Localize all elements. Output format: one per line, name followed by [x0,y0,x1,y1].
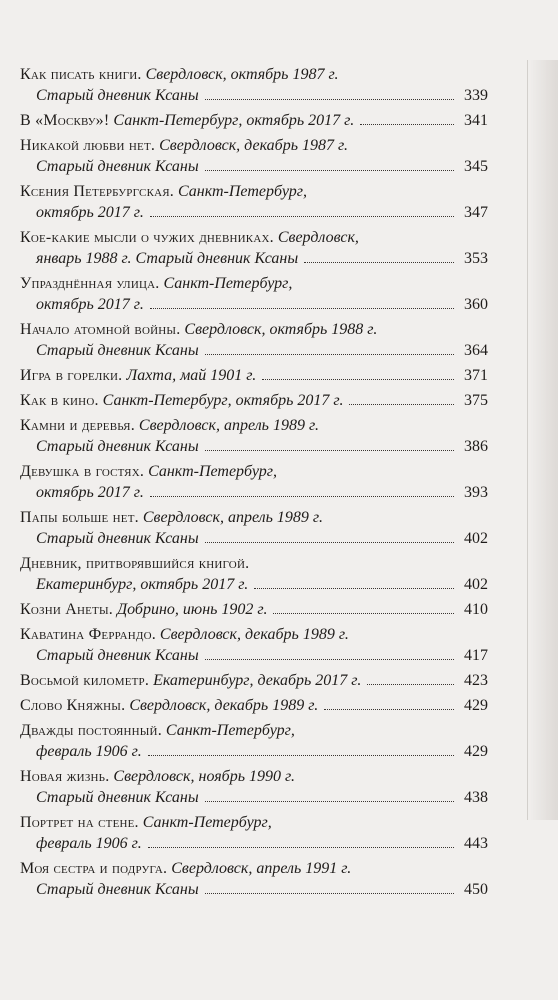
chapter-place-date: Санкт-Петербург, [165,722,295,739]
toc-entry [20,812,488,854]
toc-entry [20,110,488,131]
chapter-title: Как писать книги. [20,66,142,83]
chapter-place-date: Санкт-Петербург, [163,275,293,292]
page-number: 417 [464,647,488,664]
dot-leader [205,450,454,451]
page-number: 393 [464,484,488,501]
chapter-place-date: Свердловск, октябрь 1988 г. [184,321,378,338]
dot-leader [148,755,454,756]
chapter-subtitle: Старый дневник Ксаны [36,530,199,547]
chapter-subtitle: октябрь 2017 г. [36,484,144,501]
chapter-title: Никакой любви нет. [20,137,156,154]
chapter-place-date: Санкт-Петербург, [142,814,272,831]
chapter-title: Папы больше нет. [20,509,139,526]
chapter-title: Восьмой километр. [20,672,150,689]
page-number: 410 [464,601,488,618]
chapter-place-date: Свердловск, декабрь 1989 г. [129,697,319,714]
page-number: 345 [464,158,488,175]
chapter-subtitle: Старый дневник Ксаны [36,647,199,664]
page-number: 375 [464,392,488,409]
chapter-place-date: Санкт-Петербург, октябрь 2017 г. [113,112,355,129]
dot-leader [205,99,454,100]
chapter-place-date: Свердловск, [277,229,359,246]
toc-entry [20,670,488,691]
chapter-subtitle: Старый дневник Ксаны [36,789,199,806]
chapter-title: В «Москву»! [20,112,110,129]
page-number: 402 [464,576,488,593]
chapter-place-date: Свердловск, декабрь 1987 г. [159,137,349,154]
page-number: 423 [464,672,488,689]
chapter-title: Новая жизнь. [20,768,110,785]
chapter-subtitle: октябрь 2017 г. [36,296,144,313]
chapter-place-date: Свердловск, декабрь 1989 г. [159,626,349,643]
toc-entry [20,858,488,900]
page-number: 443 [464,835,488,852]
chapter-title: Игра в горелки. [20,367,123,384]
chapter-place-date: Свердловск, октябрь 1987 г. [145,66,339,83]
toc-entry [20,181,488,223]
dot-leader [262,379,454,380]
chapter-subtitle: февраль 1906 г. [36,743,142,760]
chapter-place-date: Свердловск, апрель 1989 г. [138,417,319,434]
toc-entry [20,553,488,595]
page-number: 438 [464,789,488,806]
dot-leader [304,262,454,263]
dot-leader [205,542,454,543]
dot-leader [148,847,454,848]
chapter-place-date: Екатеринбург, декабрь 2017 г. [153,672,362,689]
chapter-title: Начало атомной войны. [20,321,181,338]
toc-entry [20,64,488,106]
chapter-subtitle: Старый дневник Ксаны [36,342,199,359]
chapter-place-date: Санкт-Петербург, октябрь 2017 г. [102,392,344,409]
dot-leader [150,216,454,217]
dot-leader [150,496,454,497]
toc-entry [20,461,488,503]
page-number: 347 [464,204,488,221]
toc-entry [20,695,488,716]
chapter-place-date: Санкт-Петербург, [178,183,307,200]
page-number: 360 [464,296,488,313]
chapter-subtitle: февраль 1906 г. [36,835,142,852]
chapter-place-date: Свердловск, ноябрь 1990 г. [113,768,296,785]
dot-leader [150,308,454,309]
chapter-place-date: Добрино, июнь 1902 г. [116,601,268,618]
chapter-place-date: Санкт-Петербург, [148,463,278,480]
chapter-place-date: Свердловск, апрель 1991 г. [171,860,352,877]
page-number: 364 [464,342,488,359]
page-number: 341 [464,112,488,129]
toc-entry [20,624,488,666]
chapter-title: Козни Анеты. [20,601,113,618]
dot-leader [324,709,454,710]
chapter-subtitle: Старый дневник Ксаны [36,438,199,455]
toc-entry [20,135,488,177]
page-number: 450 [464,881,488,898]
chapter-place-date: Екатеринбург, октябрь 2017 г. [36,576,249,593]
toc-entry [20,390,488,411]
toc-entry [20,720,488,762]
chapter-place-date: Лахта, май 1901 г. [126,367,257,384]
page-number: 429 [464,743,488,760]
dot-leader [205,354,454,355]
dot-leader [273,613,454,614]
table-of-contents [20,64,488,900]
dot-leader [205,801,454,802]
chapter-title: Упразднённая улица. [20,275,160,292]
chapter-title: Портрет на стене. [20,814,139,831]
chapter-title: Кое-какие мысли о чужих дневниках. [20,229,274,246]
page-number: 371 [464,367,488,384]
chapter-title: Дважды постоянный. [20,722,162,739]
facing-page-bleed [527,60,558,820]
page-number: 386 [464,438,488,455]
dot-leader [205,170,454,171]
toc-entry [20,415,488,457]
page-number: 353 [464,250,488,267]
chapter-subtitle: Старый дневник Ксаны [36,87,199,104]
chapter-title: Моя сестра и подруга. [20,860,168,877]
dot-leader [367,684,454,685]
toc-entry [20,319,488,361]
page-number: 402 [464,530,488,547]
chapter-title: Камни и деревья. [20,417,135,434]
toc-entry [20,766,488,808]
chapter-subtitle: январь 1988 г. Старый дневник Ксаны [36,250,299,267]
chapter-subtitle: Старый дневник Ксаны [36,881,199,898]
toc-entry [20,599,488,620]
toc-entry [20,365,488,386]
page-number: 339 [464,87,488,104]
toc-entry [20,507,488,549]
dot-leader [349,404,454,405]
chapter-title: Дневник, притворявшийся книгой. [20,555,250,572]
toc-entry [20,273,488,315]
chapter-title: Ксения Петербургская. [20,183,174,200]
chapter-title: Как в кино. [20,392,99,409]
dot-leader [360,124,454,125]
dot-leader [205,893,454,894]
dot-leader [254,588,454,589]
chapter-title: Девушка в гостях. [20,463,145,480]
page-number: 429 [464,697,488,714]
chapter-subtitle: октябрь 2017 г. [36,204,144,221]
chapter-place-date: Свердловск, апрель 1989 г. [142,509,323,526]
dot-leader [205,659,454,660]
chapter-title: Слово Княжны. [20,697,126,714]
chapter-subtitle: Старый дневник Ксаны [36,158,199,175]
chapter-title: Каватина Феррандо. [20,626,156,643]
toc-entry [20,227,488,269]
